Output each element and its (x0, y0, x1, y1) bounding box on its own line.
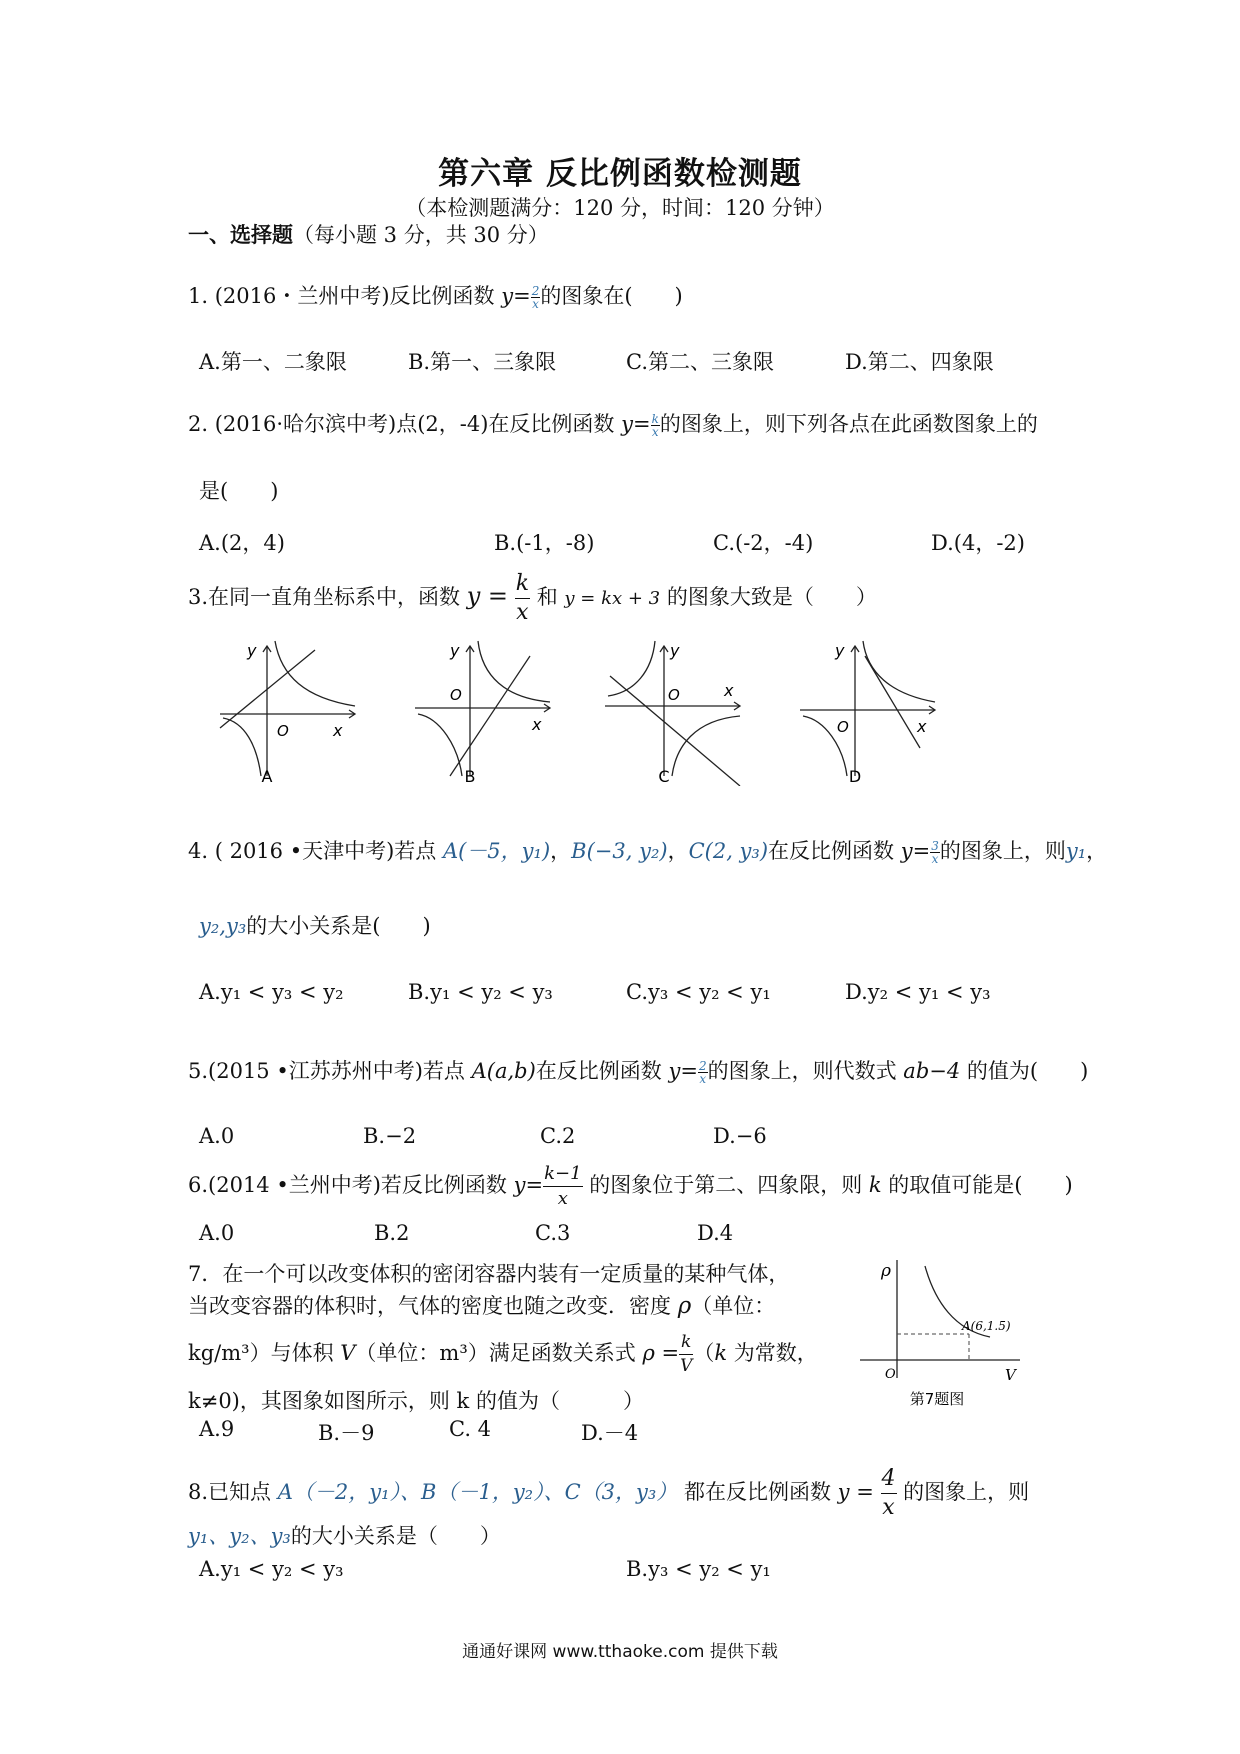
q4-frac-num: 3 (931, 839, 939, 853)
q7-V: V (340, 1341, 356, 1365)
q6-frac-num: k−1 (544, 1163, 582, 1184)
q7-fig-origin: O (885, 1367, 896, 1382)
q2-option-c: C.(-2，-4) (713, 531, 814, 555)
q3-graph-a-letter: A (261, 767, 273, 786)
q8-line-2 (188, 1520, 501, 1550)
q8-text-a: 8.已知点 (188, 1480, 278, 1504)
q3-graph-b-y-label: y (450, 641, 460, 660)
q3-graph-d-y-label: y (835, 641, 845, 660)
q4-line2-text: 的大小关系是( ) (246, 914, 431, 938)
q8-text-c: 的图象上，则 (896, 1480, 1030, 1504)
q4-option-d: D.y₂ < y₁ < y₃ (845, 980, 991, 1004)
q7-line2-a: 当改变容器的体积时，气体的密度也随之改变．密度 (188, 1294, 678, 1318)
q1-option-d: D.第二、四象限 (845, 350, 994, 374)
q2-option-b: B.(-1，-8) (494, 531, 595, 555)
q3-graph-b-letter: B (464, 767, 476, 786)
q5-point: A(a,b) (471, 1059, 536, 1083)
q8-option-a: A.y₁ < y₂ < y₃ (199, 1557, 344, 1581)
q3-graph-d-letter: D (848, 767, 862, 786)
q5-text-d: 的值为( ) (960, 1059, 1089, 1083)
q1-y-eq: y= (501, 284, 531, 308)
page-title: 第六章 反比例函数检测题 (438, 156, 802, 192)
q3-graph-a (215, 636, 365, 786)
q5-frac-den: x (699, 1072, 707, 1086)
q8-line2-text: 的大小关系是（ ） (290, 1524, 501, 1548)
q7-option-a: A.9 (199, 1417, 235, 1441)
q5-option-a: A.0 (199, 1124, 235, 1148)
section-heading (188, 219, 549, 249)
q6-fraction (543, 1165, 582, 1208)
page-footer: 通通好课网 www.tthaoke.com 提供下载 (462, 1642, 778, 1662)
q1-frac-den: x (532, 297, 539, 311)
q4-option-b: B.y₁ < y₂ < y₃ (408, 980, 553, 1004)
q3-graph-c (600, 636, 750, 786)
q6-frac-den: x (543, 1186, 582, 1208)
q3-text-c: 的图象大致是（ ） (660, 585, 877, 609)
q1-text-b: 的图象在( ) (540, 284, 683, 308)
question-4 (188, 835, 1107, 865)
q1-option-b: B.第一、三象限 (408, 350, 557, 374)
q4-sep-1: ， (550, 839, 572, 863)
q7-fig-caption: 第7题图 (909, 1390, 965, 1408)
q3-y-eq: y = (466, 582, 509, 610)
q7-frac-num: k (681, 1332, 692, 1352)
q3-graph-b-x-label: x (532, 715, 542, 734)
q7-option-d: D.－4 (581, 1421, 639, 1445)
q5-fraction (698, 1060, 708, 1085)
q8-frac-den: x (882, 1495, 895, 1520)
q6-option-b: B.2 (374, 1221, 410, 1245)
q6-text-a: 6.(2014 •兰州中考)若反比例函数 (188, 1173, 514, 1197)
q2-option-a: A.(2，4) (199, 531, 285, 555)
q3-expr: y = kx + 3 (564, 588, 661, 609)
q2-y-eq: y= (621, 412, 651, 436)
q7-rho-eq: ρ = (642, 1341, 680, 1365)
q7-frac-den: V (680, 1356, 693, 1376)
q1-option-a: A.第一、二象限 (199, 350, 347, 374)
q5-text-b: 在反比例函数 (535, 1059, 669, 1083)
q7-line-3 (188, 1334, 818, 1375)
q2-fraction (651, 413, 660, 438)
q1-text-a: 1. (2016・兰州中考)反比例函数 (188, 284, 502, 308)
question-3 (188, 573, 877, 624)
q3-fraction (515, 573, 530, 624)
q2-frac-num: k (651, 412, 659, 426)
q7-k: k (714, 1341, 728, 1365)
q3-graph-a-origin: O (277, 722, 289, 740)
q6-option-d: D.4 (697, 1221, 734, 1245)
q6-text-c: 的取值可能是( ) (881, 1173, 1073, 1197)
q3-graph-a-y-label: y (247, 641, 257, 660)
q2-option-d: D.(4，-2) (931, 531, 1025, 555)
q7-line-4: k≠0)，其图象如图所示，则 k 的值为（ ） (188, 1389, 644, 1413)
q4-line-2 (199, 910, 431, 940)
question-2 (188, 408, 1038, 438)
q7-figure (855, 1258, 1025, 1408)
q2-text-a: 2. (2016·哈尔滨中考)点(2，-4)在反比例函数 (188, 412, 622, 436)
q3-graph-c-origin: O (668, 686, 680, 704)
q1-option-c: C.第二、三象限 (626, 350, 774, 374)
q5-option-b: B.−2 (363, 1124, 417, 1148)
q4-text-c: 的图象上，则 (939, 839, 1066, 863)
q7-line3-d: 为常数， (727, 1341, 818, 1365)
section-title: 一、选择题 (188, 222, 293, 247)
q2-text-b: 的图象上，则下列各点在此函数图象上的 (659, 412, 1038, 436)
question-8 (188, 1468, 1029, 1519)
q2-frac-den: x (651, 425, 659, 439)
q3-text-b: 和 (530, 585, 565, 609)
q8-line2-vars: y₁、y₂、y₃ (188, 1524, 291, 1548)
page-subtitle: （本检测题满分：120 分，时间：120 分钟） (405, 196, 835, 220)
q3-graph-c-y-label: y (670, 641, 680, 660)
q4-sep-2: ， (667, 839, 689, 863)
q5-text-c: 的图象上，则代数式 (707, 1059, 904, 1083)
q4-y-eq: y= (900, 839, 931, 863)
q7-fraction (679, 1334, 693, 1375)
q7-fig-axis-y: ρ (881, 1261, 891, 1281)
q3-graph-d-origin: O (837, 718, 849, 736)
q3-frac-num: k (515, 571, 530, 596)
q8-frac-num: 4 (881, 1466, 896, 1491)
q7-option-c: C. 4 (449, 1417, 492, 1441)
q5-expr: ab−4 (903, 1059, 961, 1083)
q8-y-eq: y = (837, 1480, 874, 1504)
q7-line2-b: （单位： (691, 1294, 776, 1318)
q7-rho: ρ (677, 1293, 692, 1319)
q3-text-a: 3.在同一直角坐标系中，函数 (188, 585, 467, 609)
q8-points: A（－2，y₁）、B（－1，y₂）、C（3，y₃） (277, 1480, 678, 1504)
q7-line3-b: （单位：m³）满足函数关系式 (355, 1341, 643, 1365)
q3-graph-b (410, 636, 560, 786)
q4-point-c: C(2, y₃) (688, 839, 769, 863)
q6-option-a: A.0 (199, 1221, 235, 1245)
q4-frac-den: x (931, 852, 939, 866)
q7-fig-point: A(6,1.5) (962, 1319, 1011, 1333)
q5-option-c: C.2 (540, 1124, 576, 1148)
q3-graph-a-x-label: x (333, 721, 343, 740)
q8-text-b: 都在反比例函数 (677, 1480, 838, 1504)
q4-line2-vars: y₂,y₃ (199, 914, 247, 938)
q3-graph-c-x-label: x (724, 681, 734, 700)
q7-fig-axis-x: V (1005, 1366, 1016, 1384)
q7-line3-c: （ (693, 1341, 715, 1365)
q4-option-a: A.y₁ < y₃ < y₂ (199, 980, 344, 1004)
q4-text-a: 4. ( 2016 •天津中考)若点 (188, 839, 443, 863)
q1-fraction (531, 285, 541, 310)
q5-option-d: D.−6 (713, 1124, 767, 1148)
q6-k: k (868, 1173, 882, 1197)
q3-graph-d-x-label: x (917, 717, 927, 736)
q7-line-2 (188, 1290, 775, 1320)
q4-y1: y₁ (1065, 839, 1087, 863)
section-note: （每小题 3 分，共 30 分） (293, 223, 549, 247)
q4-point-a: A(－5，y₁) (442, 839, 551, 863)
q3-graph-c-letter: C (658, 767, 670, 786)
question-5 (188, 1055, 1088, 1085)
q7-line-1: 7．在一个可以改变体积的密闭容器内装有一定质量的某种气体， (188, 1262, 790, 1286)
q4-comma: ， (1086, 839, 1108, 863)
question-1 (188, 280, 683, 310)
q8-option-b: B.y₃ < y₂ < y₁ (626, 1557, 771, 1581)
q3-graph-b-origin: O (450, 686, 462, 704)
q4-fraction (930, 840, 940, 865)
q4-text-b: 在反比例函数 (768, 839, 901, 863)
q4-point-b: B(−3, y₂) (571, 839, 668, 863)
q3-graph-d (795, 636, 945, 786)
q8-fraction (881, 1468, 897, 1519)
q6-y-eq: y= (513, 1173, 544, 1197)
q6-option-c: C.3 (535, 1221, 571, 1245)
q2-line-2: 是( ) (199, 479, 279, 503)
q5-frac-num: 2 (698, 1059, 707, 1073)
q5-text-a: 5.(2015 •江苏苏州中考)若点 (188, 1059, 472, 1083)
q5-y-eq: y= (668, 1059, 698, 1083)
q7-line3-a: kg/m³）与体积 (188, 1341, 341, 1365)
question-6 (188, 1165, 1073, 1208)
q4-option-c: C.y₃ < y₂ < y₁ (626, 980, 771, 1004)
q1-frac-num: 2 (531, 284, 540, 298)
q6-text-b: 的图象位于第二、四象限，则 (582, 1173, 869, 1197)
q7-option-b: B.－9 (318, 1421, 375, 1445)
q3-frac-den: x (516, 600, 529, 625)
